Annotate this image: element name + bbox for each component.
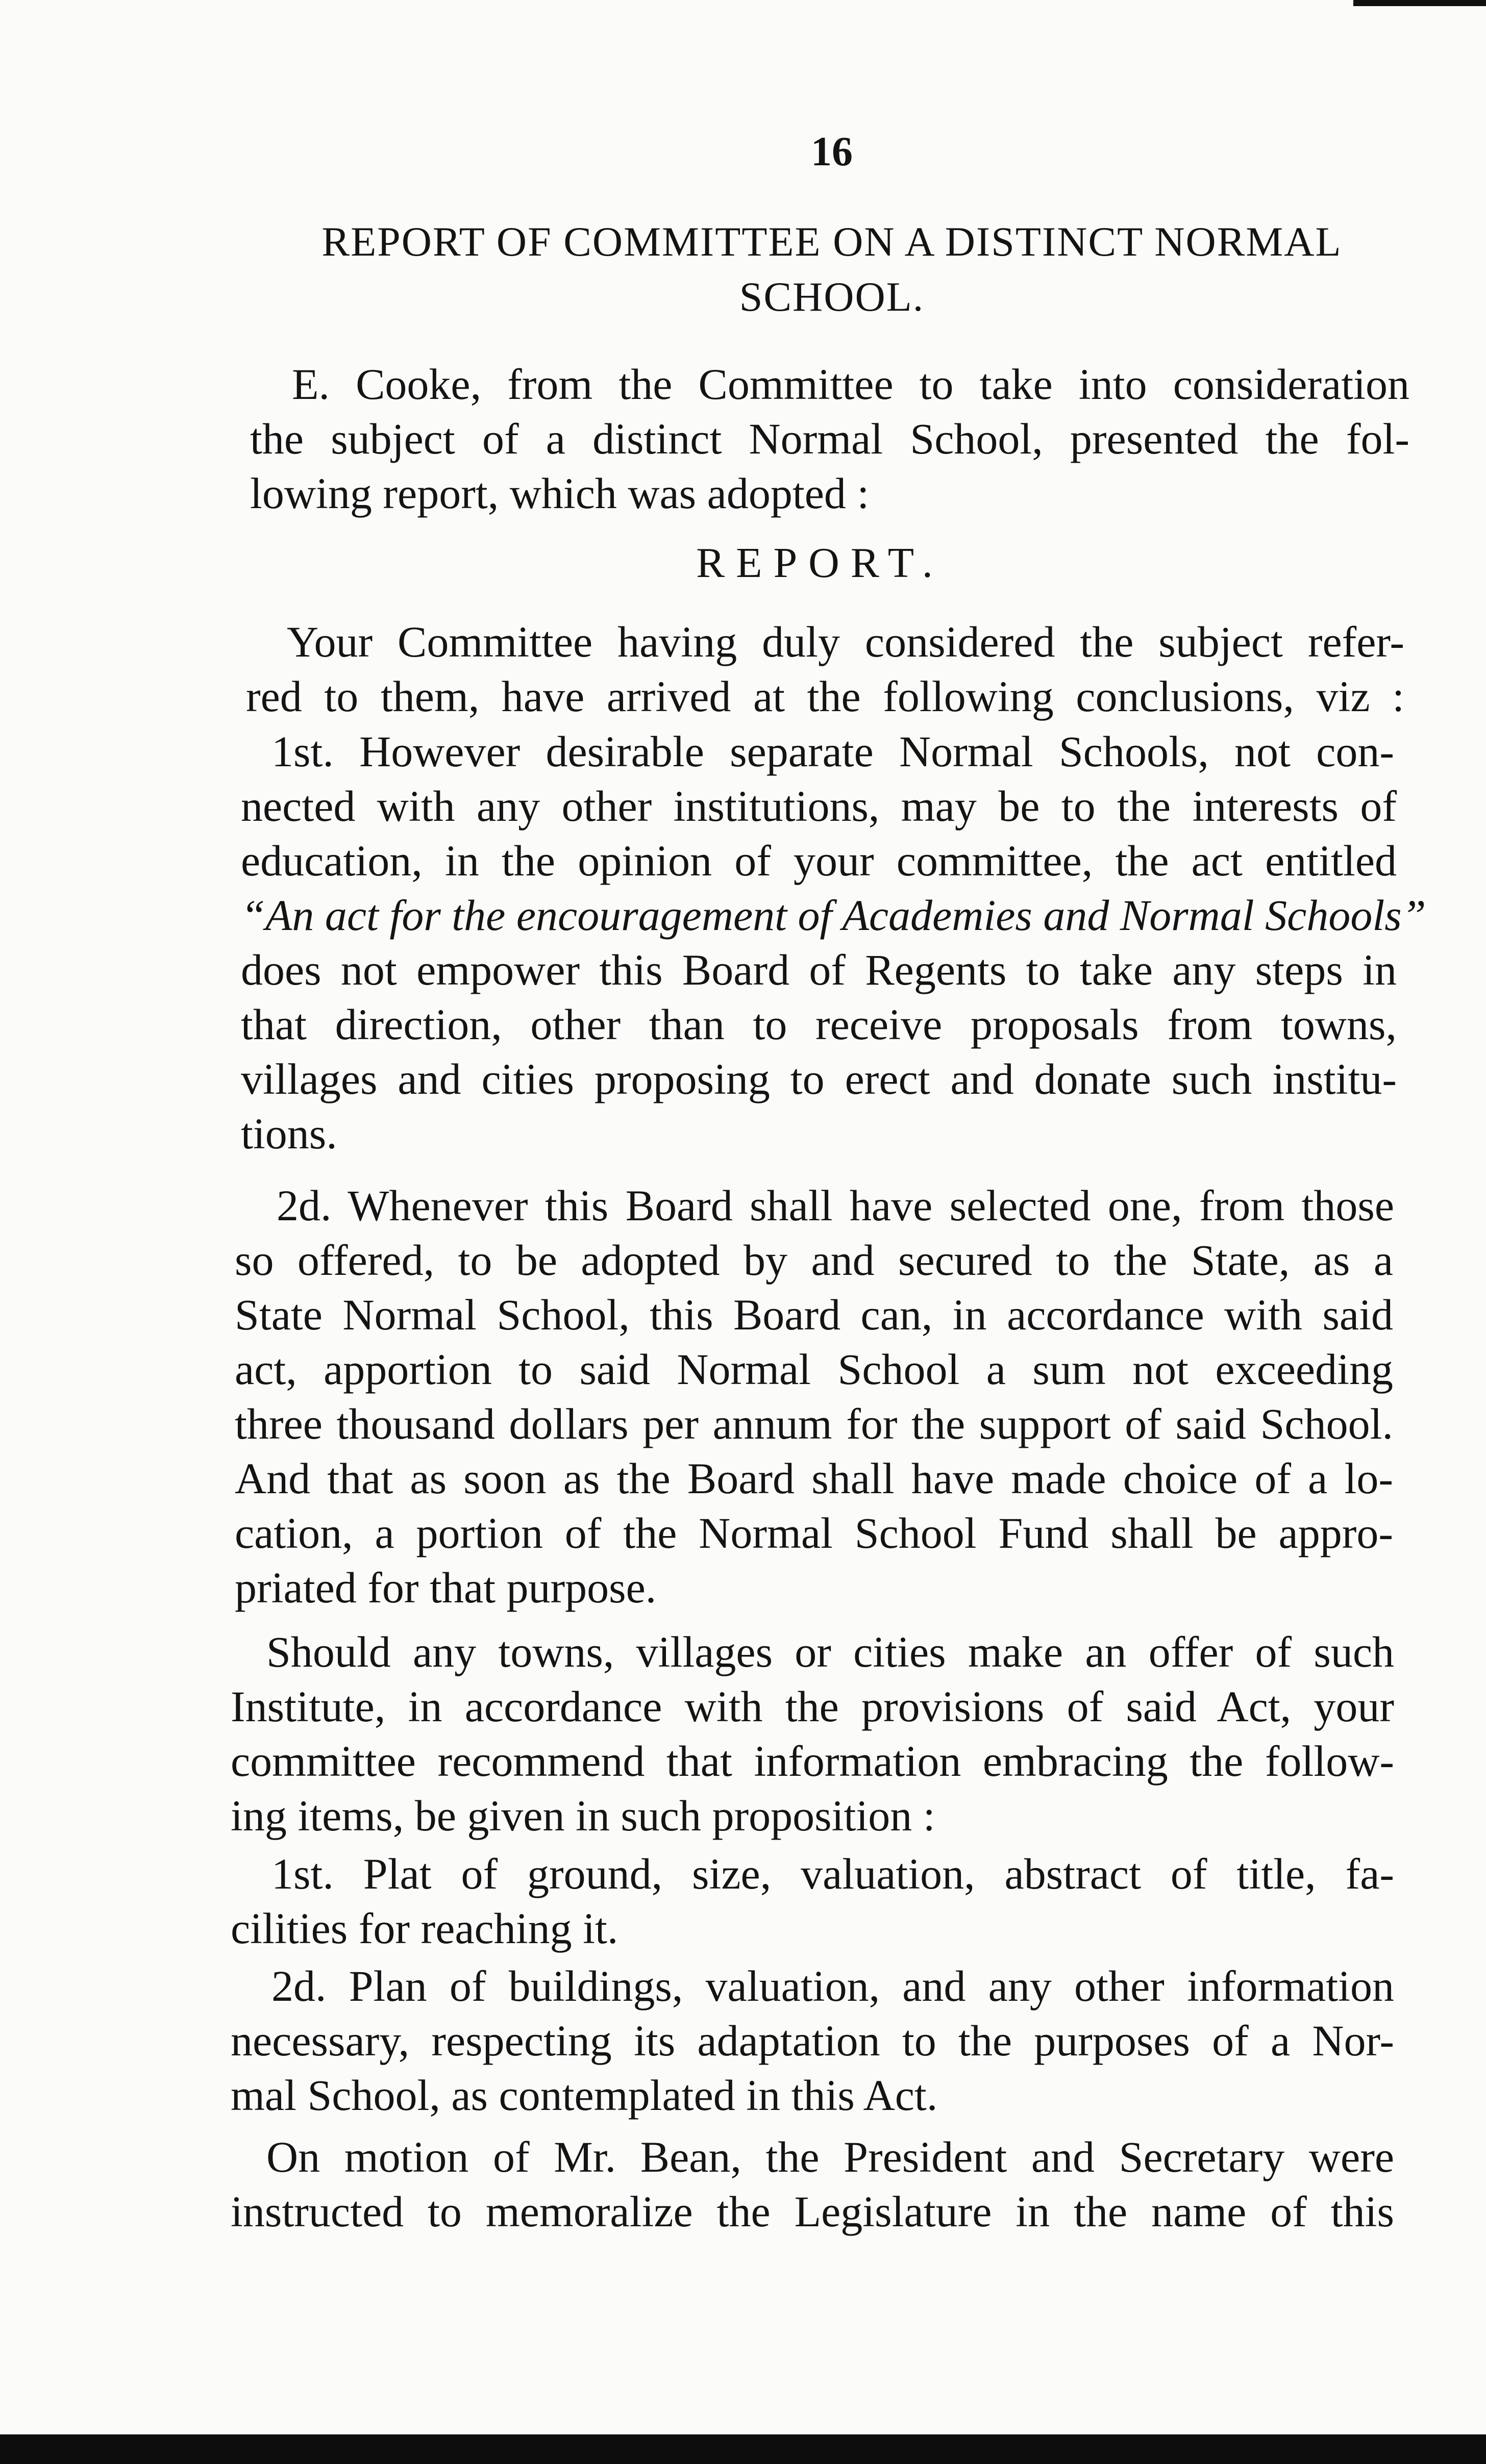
should-line: committee recommend that information embracing the follow- bbox=[231, 1737, 1394, 1786]
point2-line: act, apportion to said Normal School a sum not exceeding bbox=[235, 1345, 1393, 1394]
section-heading bbox=[245, 214, 1419, 324]
should-paragraph bbox=[231, 1625, 1409, 1843]
intro-line: E. Cooke, from the Committee to take into consideration bbox=[292, 360, 1409, 409]
committee-paragraph bbox=[231, 615, 1409, 724]
heading-line-1: REPORT OF COMMITTEE ON A DISTINCT NORMAL bbox=[321, 218, 1342, 265]
point-2d bbox=[231, 1178, 1409, 1615]
point-1st bbox=[231, 724, 1426, 1161]
point2-line: cation, a portion of the Normal School Fund shall be appro- bbox=[235, 1508, 1393, 1557]
report-title: REPORT. bbox=[696, 539, 944, 587]
point2-line: State Normal School, this Board can, in accordance with said bbox=[235, 1290, 1393, 1339]
should-line: ing items, be given in such proposition : bbox=[231, 1791, 935, 1840]
item2-line: 2d. Plan of buildings, valuation, and any other information bbox=[271, 1962, 1394, 2010]
item-2d bbox=[231, 1959, 1409, 2123]
point1-line: nected with any other institutions, may be to the interests of bbox=[241, 782, 1397, 831]
should-line: Institute, in accordance with the provisions of said Act, your bbox=[231, 1682, 1394, 1731]
item-1st bbox=[231, 1847, 1409, 1956]
committee-line: Your Committee having duly considered the subject refer- bbox=[287, 617, 1404, 666]
intro-line: lowing report, which was adopted : bbox=[250, 469, 870, 518]
intro-paragraph bbox=[231, 357, 1409, 521]
act-title-line: “An act for the encouragement of Academies and Normal Schools” bbox=[241, 891, 1426, 940]
point1-line: 1st. However desirable separate Normal Schools, not con- bbox=[271, 727, 1394, 776]
item2-line: mal School, as contemplated in this Act. bbox=[231, 2071, 938, 2120]
top-edge-rule bbox=[1353, 0, 1486, 6]
motion-line: instructed to memoralize the Legislature in the name of this bbox=[231, 2187, 1394, 2236]
point1-line: does not empower this Board of Regents to take any steps in bbox=[241, 945, 1397, 994]
item1-line: 1st. Plat of ground, size, valuation, abstract of title, fa- bbox=[271, 1849, 1394, 1898]
bottom-edge-band bbox=[0, 2434, 1486, 2464]
point2-line: so offered, to be adopted by and secured to the State, as a bbox=[235, 1236, 1393, 1285]
point1-line: tions. bbox=[241, 1109, 337, 1158]
item2-line: necessary, respecting its adaptation to the purposes of a Nor- bbox=[231, 2016, 1394, 2065]
point1-line: that direction, other than to receive proposals from towns, bbox=[241, 1000, 1397, 1049]
motion-paragraph bbox=[231, 2130, 1409, 2239]
point2-line: 2d. Whenever this Board shall have selected one, from those bbox=[277, 1181, 1394, 1230]
point2-line: And that as soon as the Board shall have made choice of a lo- bbox=[235, 1454, 1393, 1503]
point1-line: education, in the opinion of your committee, the act entitled bbox=[241, 836, 1397, 885]
intro-line: the subject of a distinct Normal School, presented the fol- bbox=[250, 414, 1409, 463]
page-number: 16 bbox=[811, 128, 853, 174]
heading-line-2: SCHOOL. bbox=[739, 273, 925, 320]
motion-line: On motion of Mr. Bean, the President and Secretary were bbox=[266, 2132, 1394, 2181]
committee-line: red to them, have arrived at the following conclusions, viz : bbox=[246, 672, 1404, 721]
point2-line: priated for that purpose. bbox=[235, 1563, 657, 1612]
point1-line: villages and cities proposing to erect and donate such institu- bbox=[241, 1054, 1397, 1103]
point2-line: three thousand dollars per annum for the support of said School. bbox=[235, 1399, 1393, 1448]
should-line: Should any towns, villages or cities make an offer of such bbox=[266, 1627, 1394, 1676]
item1-line: cilities for reaching it. bbox=[231, 1904, 618, 1953]
